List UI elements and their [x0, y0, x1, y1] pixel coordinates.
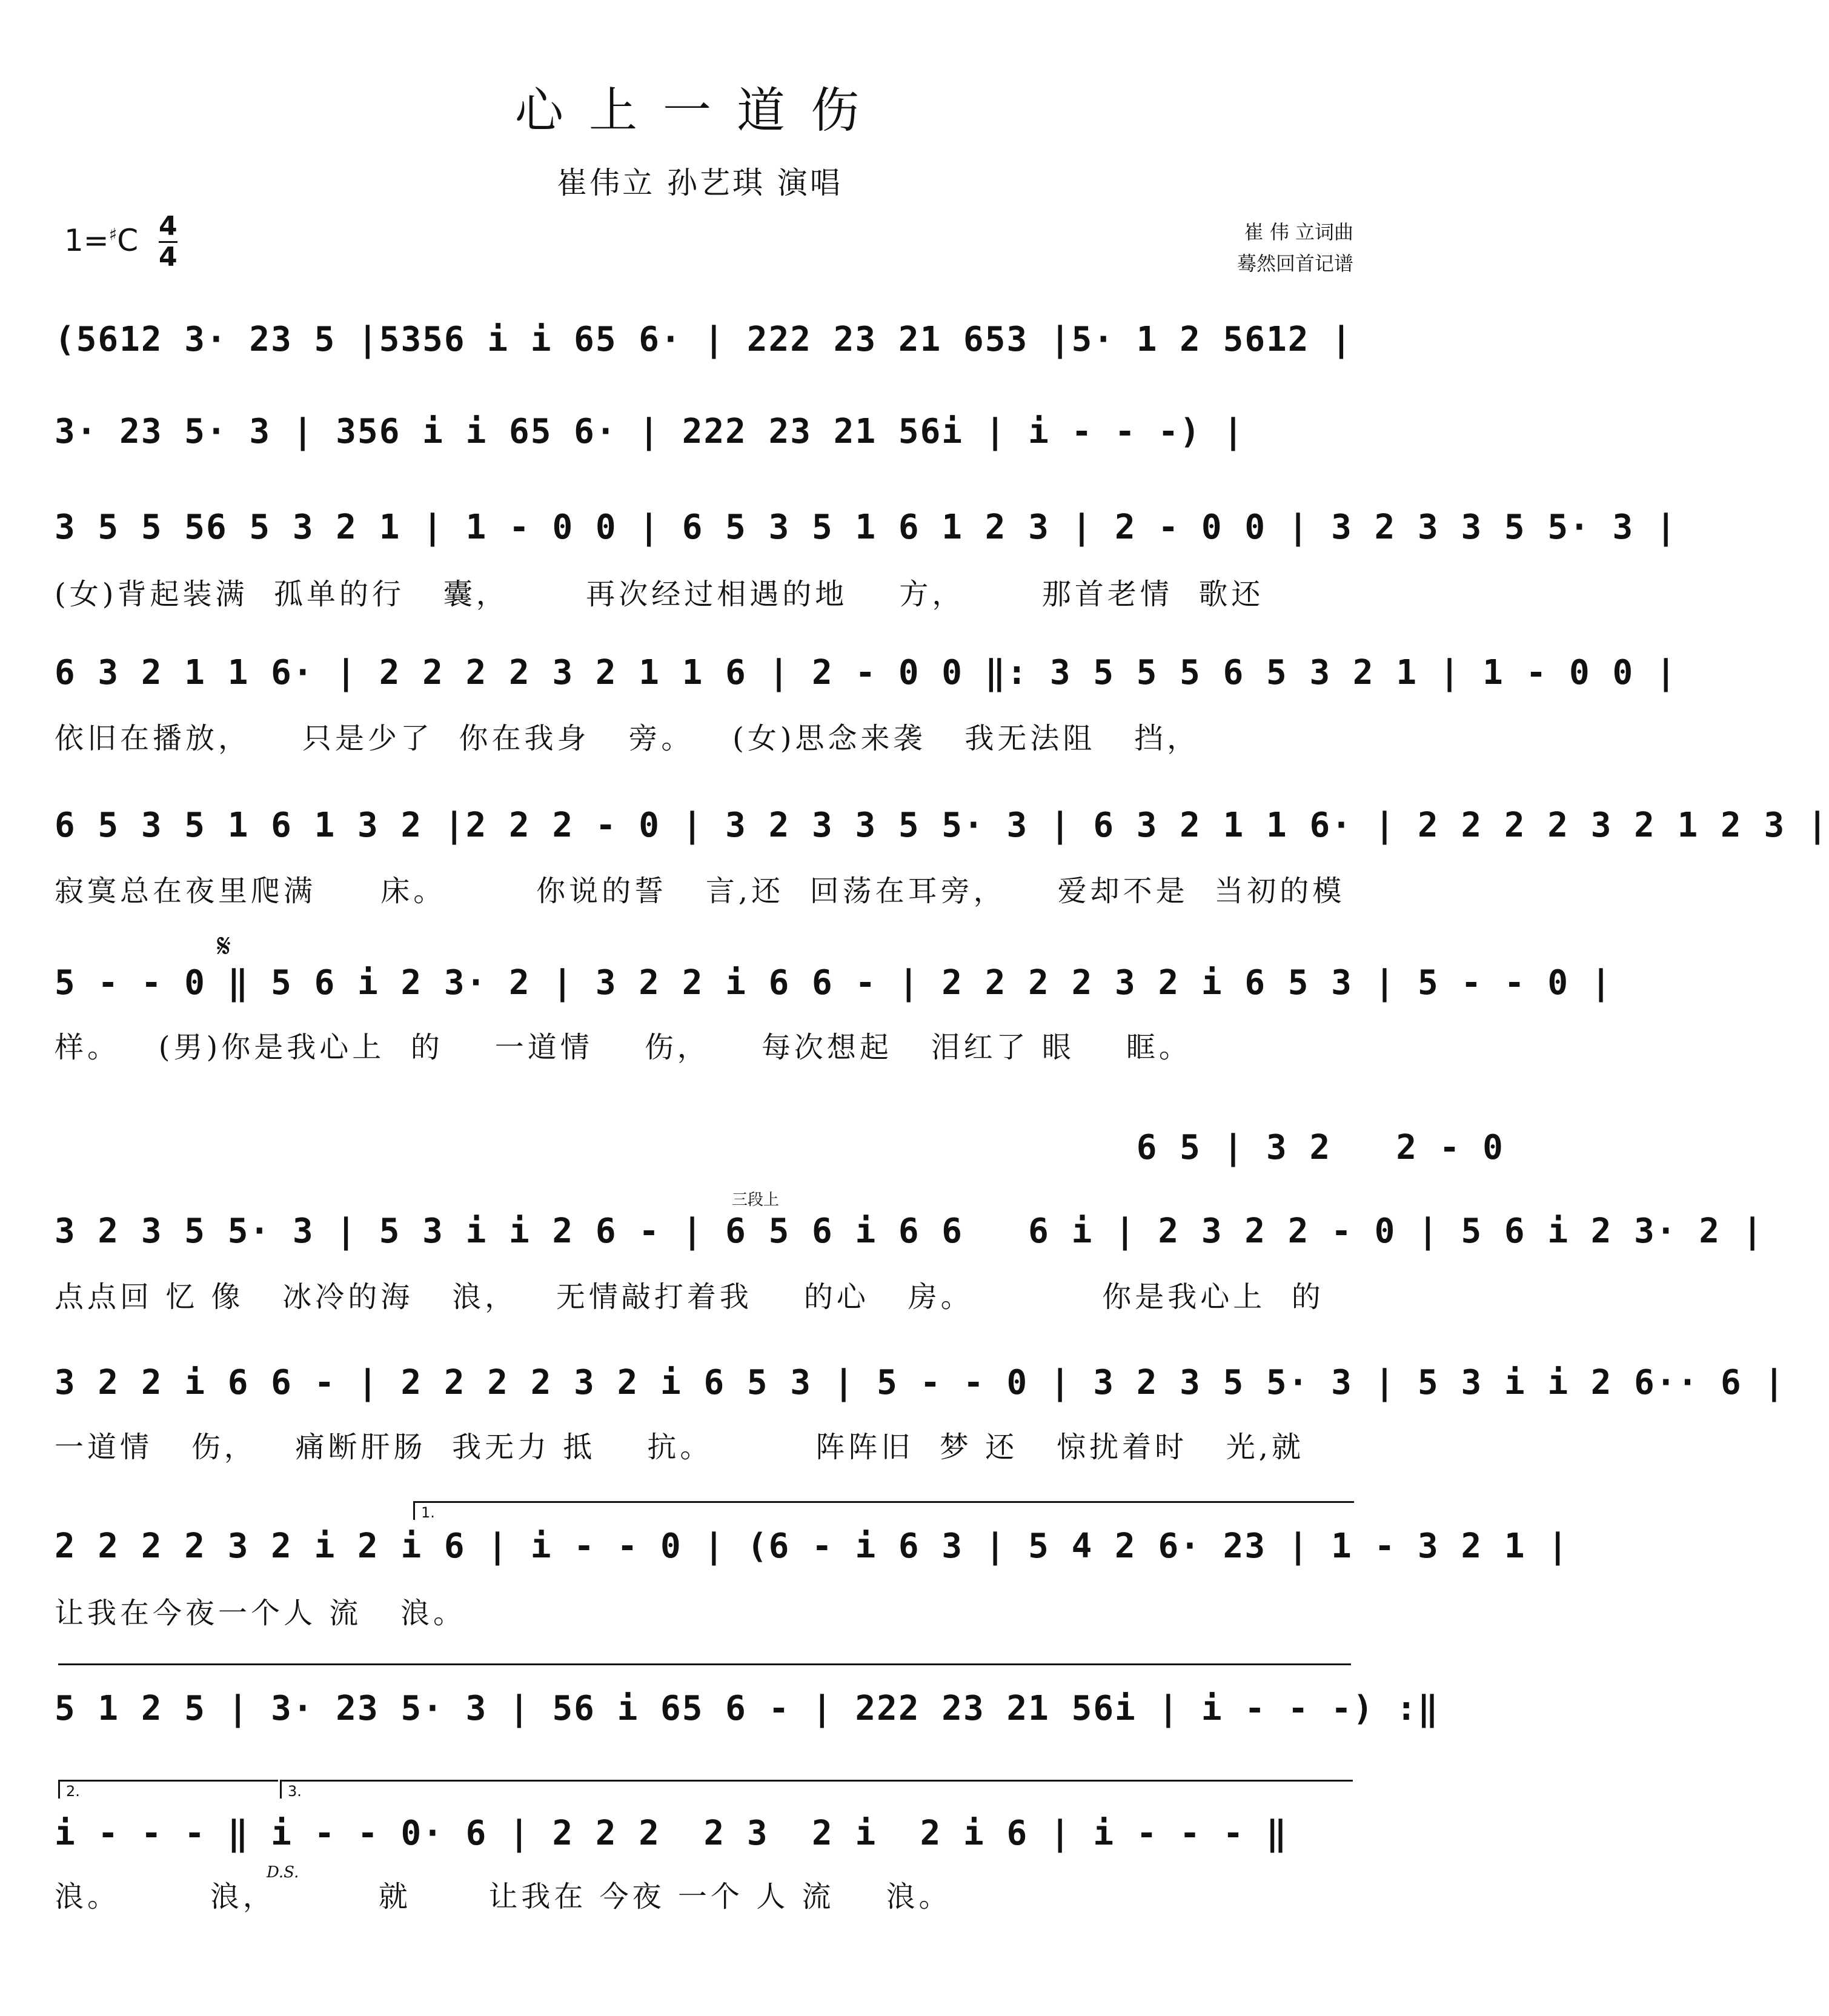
lyric-line-3: (女)背起装满 孤单的行 囊， 再次经过相遇的地 方， 那首老情 歌还 — [55, 577, 1264, 611]
time-signature-top: 4 — [159, 211, 178, 242]
volta-1: 1. — [413, 1501, 1354, 1520]
page-title: 心上一道伤 — [515, 82, 885, 139]
volta-3: 3. — [280, 1780, 1353, 1799]
lyric-line-6: 样。 (男)你是我心上 的 一道情 伤， 每次想起 泪红了 眼 眶。 — [55, 1030, 1192, 1064]
volta-2: 2. — [58, 1780, 278, 1799]
score-line-5: 6 5 3 5 1 6 1 3 2 |2 2 2 - 0 | 3 2 3 3 5 5· 3 | 6 3 2 1 1 6· | 2 2 2 2 3 2 1 2 3 | — [55, 806, 1829, 845]
lyric-line-8: 一道情 伤， 痛断肝肠 我无力 抵 抗。 阵阵旧 梦 还 惊扰着时 光,就 — [55, 1430, 1304, 1464]
lyric-line-11: 浪。 浪， 就 让我在 今夜 一个 人 流 浪。 — [55, 1880, 952, 1914]
key-signature: 1=♯C — [64, 223, 139, 258]
lyric-line-7: 点点回 忆 像 冰冷的海 浪， 无情敲打着我 的心 房。 你是我心上 的 — [55, 1280, 1324, 1314]
lyric-line-4: 依旧在播放， 只是少了 你在我身 旁。 (女)思念来袭 我无法阻 挡， — [55, 721, 1200, 755]
score-line-4: 6 3 2 1 1 6· | 2 2 2 2 3 2 1 1 6 | 2 - 0 0 ‖: 3 5 5 5 6 5 3 2 1 | 1 - 0 0 | — [55, 653, 1678, 692]
third-section-marker: 三段上 — [732, 1191, 780, 1209]
score-line-3: 3 5 5 56 5 3 2 1 | 1 - 0 0 | 6 5 3 5 1 6 1 2 3 | 2 - 0 0 | 3 2 3 3 5 5· 3 | — [55, 508, 1678, 547]
performers: 崔伟立 孙艺琪 演唱 — [557, 165, 843, 201]
time-signature-bottom: 4 — [159, 242, 178, 273]
score-line-2: 3· 23 5· 3 | 356 i i 65 6· | 222 23 21 56i | i - - -) | — [55, 412, 1245, 451]
lyric-line-9: 让我在今夜一个人 流 浪。 — [55, 1596, 466, 1630]
score-line-10: 5 1 2 5 | 3· 23 5· 3 | 56 i 65 6 - | 222 23 21 56i | i - - -) :‖ — [55, 1689, 1439, 1728]
lyric-line-5: 寂寞总在夜里爬满 床。 你说的誓 言,还 回荡在耳旁， 爱却不是 当初的模 — [55, 874, 1346, 908]
score-line-11: i - - - ‖ i - - 0· 6 | 2 2 2 2 3 2 i 2 i 6 | i - - - ‖ — [55, 1814, 1288, 1853]
score-line-9: 2 2 2 2 3 2 i 2 i 6 | i - - 0 | (6 - i 6 3 | 5 4 2 6· 23 | 1 - 3 2 1 | — [55, 1527, 1570, 1566]
composer-credit: 崔 伟 立词曲 — [1244, 220, 1353, 244]
ds-marker: D.S. — [267, 1863, 299, 1882]
score-line-7: 3 2 3 5 5· 3 | 5 3 i i 2 6 - | 6 5 6 i 6 6 6 i | 2 3 2 2 - 0 | 5 6 i 2 3· 2 | — [55, 1212, 1764, 1251]
segno-sign: 𝄋 — [217, 927, 231, 965]
score-line-8: 3 2 2 i 6 6 - | 2 2 2 2 3 2 i 6 5 3 | 5 - - 0 | 3 2 3 5 5· 3 | 5 3 i i 2 6·· 6 | — [55, 1363, 1786, 1402]
time-signature — [159, 212, 178, 272]
score-line-1: (5612 3· 23 5 |5356 i i 65 6· | 222 23 21 653 |5· 1 2 5612 | — [55, 320, 1353, 359]
volta-1-continuation — [58, 1663, 1351, 1665]
score-line-7-alt: 6 5 | 3 2 2 - 0 — [55, 1128, 1504, 1167]
transcriber-credit: 蓦然回首记谱 — [1236, 252, 1353, 275]
score-line-6: 5 - - 0 ‖ 5 6 i 2 3· 2 | 3 2 2 i 6 6 - | 2 2 2 2 3 2 i 6 5 3 | 5 - - 0 | — [55, 963, 1613, 1003]
